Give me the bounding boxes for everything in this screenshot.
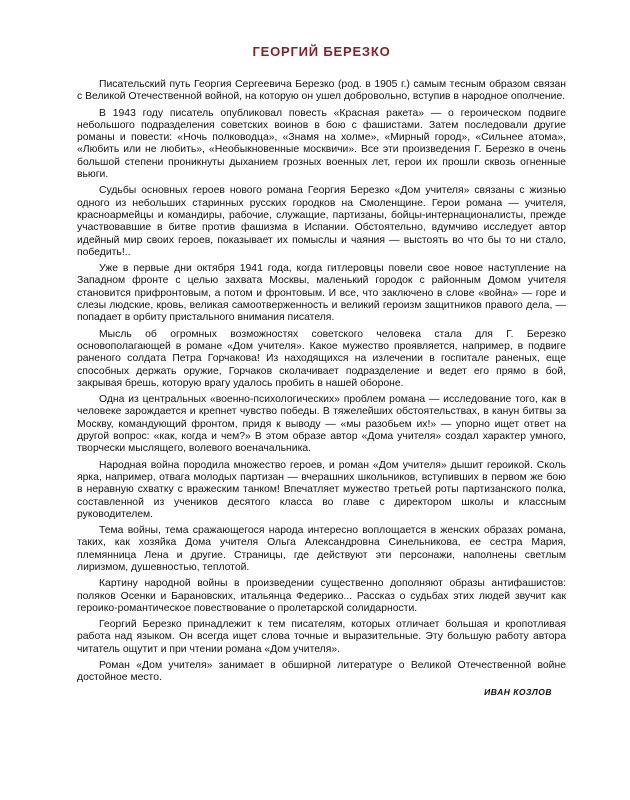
article-body bbox=[77, 79, 566, 685]
paragraph: Уже в первые дни октября 1941 года, когда гитлеровцы повели свое новое наступление на Западном фронте с целью захвата Москвы, маленький городок с районным Домом учителя становится прифронтовым, а потом и фронтовым. И все, что заключено в слове «война» — горе и слезы людские, кровь, великая самоотверженность и великий героизм защитников правого дела, — попадает в орбиту пристального внимания писателя. bbox=[77, 263, 566, 324]
paragraph: Мысль об огромных возможностях советского человека стала для Г. Березко основополагающей в романе «Дом учителя». Какое мужество проявляется, например, в подвиге раненого солдата Петра Горчакова! Из находящихся на излечении в госпитале раненых, еще способных держать оружие, Горчаков сколачивает подразделение и ведет его прямо в бой, закрывая брешь, которую врагу удалось пробить в нашей обороне. bbox=[77, 328, 566, 389]
paragraph: Тема войны, тема сражающегося народа интересно воплощается в женских образах романа, таких, как хозяйка Дома учителя Ольга Александровна Синельникова, ее сестра Мария, племянница Лена и другие. Страницы, где действуют эти персонажи, наполнены светлым лиризмом, душевностью, теплотой. bbox=[77, 525, 566, 573]
paragraph: Георгий Березко принадлежит к тем писателям, которых отличает большая и кропотливая работа над языком. Он всегда ищет слова точные и выразительные. Эту большую работу автора читатель ощутит и при чтении романа «Дом учителя». bbox=[77, 619, 566, 655]
paragraph: Одна из центральных «военно-психологических» проблем романа — исследование того, как в человеке зарождается и крепнет чувство победы. В тяжелейших обстоятельствах, в канун битвы за Москву, командующий фронтом, придя к выводу — «мы разобьем их!» — упорно ищет ответ на другой вопрос: «как, когда и чем?» В этом образе автор «Дома учителя» создал характер умного, творчески мыслящего, волевого военачальника. bbox=[77, 394, 566, 455]
paragraph: Писательский путь Георгия Сергеевича Березко (род. в 1905 г.) самым тесным образом связан с Великой Отечественной войной, на которую он ушел добровольно, вступив в народное ополчение. bbox=[77, 79, 566, 103]
paragraph: В 1943 году писатель опубликовал повесть «Красная ракета» — о героическом подвиге небольшого подразделения советских воинов в бою с фашистами. Затем последовали другие романы и повести: «Ночь полководца», «Знамя на холме», «Мирный город», «Сильнее атома», «Любить или не любить», «Необыкновенные москвичи». Все эти произведения Г. Березко в очень большой степени проникнуты дыханием грозных военных лет, герои их прошли сквозь огненные вьюги. bbox=[77, 107, 566, 181]
author-signature: ИВАН КОЗЛОВ bbox=[484, 686, 552, 697]
article-title: ГЕОРГИЙ БЕРЕЗКО bbox=[252, 44, 391, 59]
paragraph: Картину народной войны в произведении существенно дополняют образы антифашистов: поляков Осенки и Барановских, итальянца Федерико... Рассказ о судьбах этих людей звучит как героико-романтическое повествование о пролетарской солидарности. bbox=[77, 578, 566, 614]
paragraph: Народная война породила множество героев, и роман «Дом учителя» дышит героикой. Сколь ярка, например, отвага молодых партизан — вчерашних школьников, вступивших в первом же бою в неравную схватку с вражеским танком! Впечатляет мужество третьей роты партизанского полка, составленной из учеников десятого класса во главе с директором школы и классным руководителем. bbox=[77, 459, 566, 520]
paragraph: Судьбы основных героев нового романа Георгия Березко «Дом учителя» связаны с жизнью одного из небольших старинных русских городков на Смоленщине. Герои романа — учителя, красноармейцы и командиры, рабочие, служащие, партизаны, бойцы-интернационалисты, прежде участвовавшие в битве против фашизма в Испании. Обстоятельно, вдумчиво исследует автор идейный мир своих героев, показывает их помыслы и чаяния — выстоять во что бы то ни стало, победить!.. bbox=[77, 185, 566, 258]
paragraph: Роман «Дом учителя» занимает в обширной литературе о Великой Отечественной войне достойное место. bbox=[77, 660, 566, 684]
